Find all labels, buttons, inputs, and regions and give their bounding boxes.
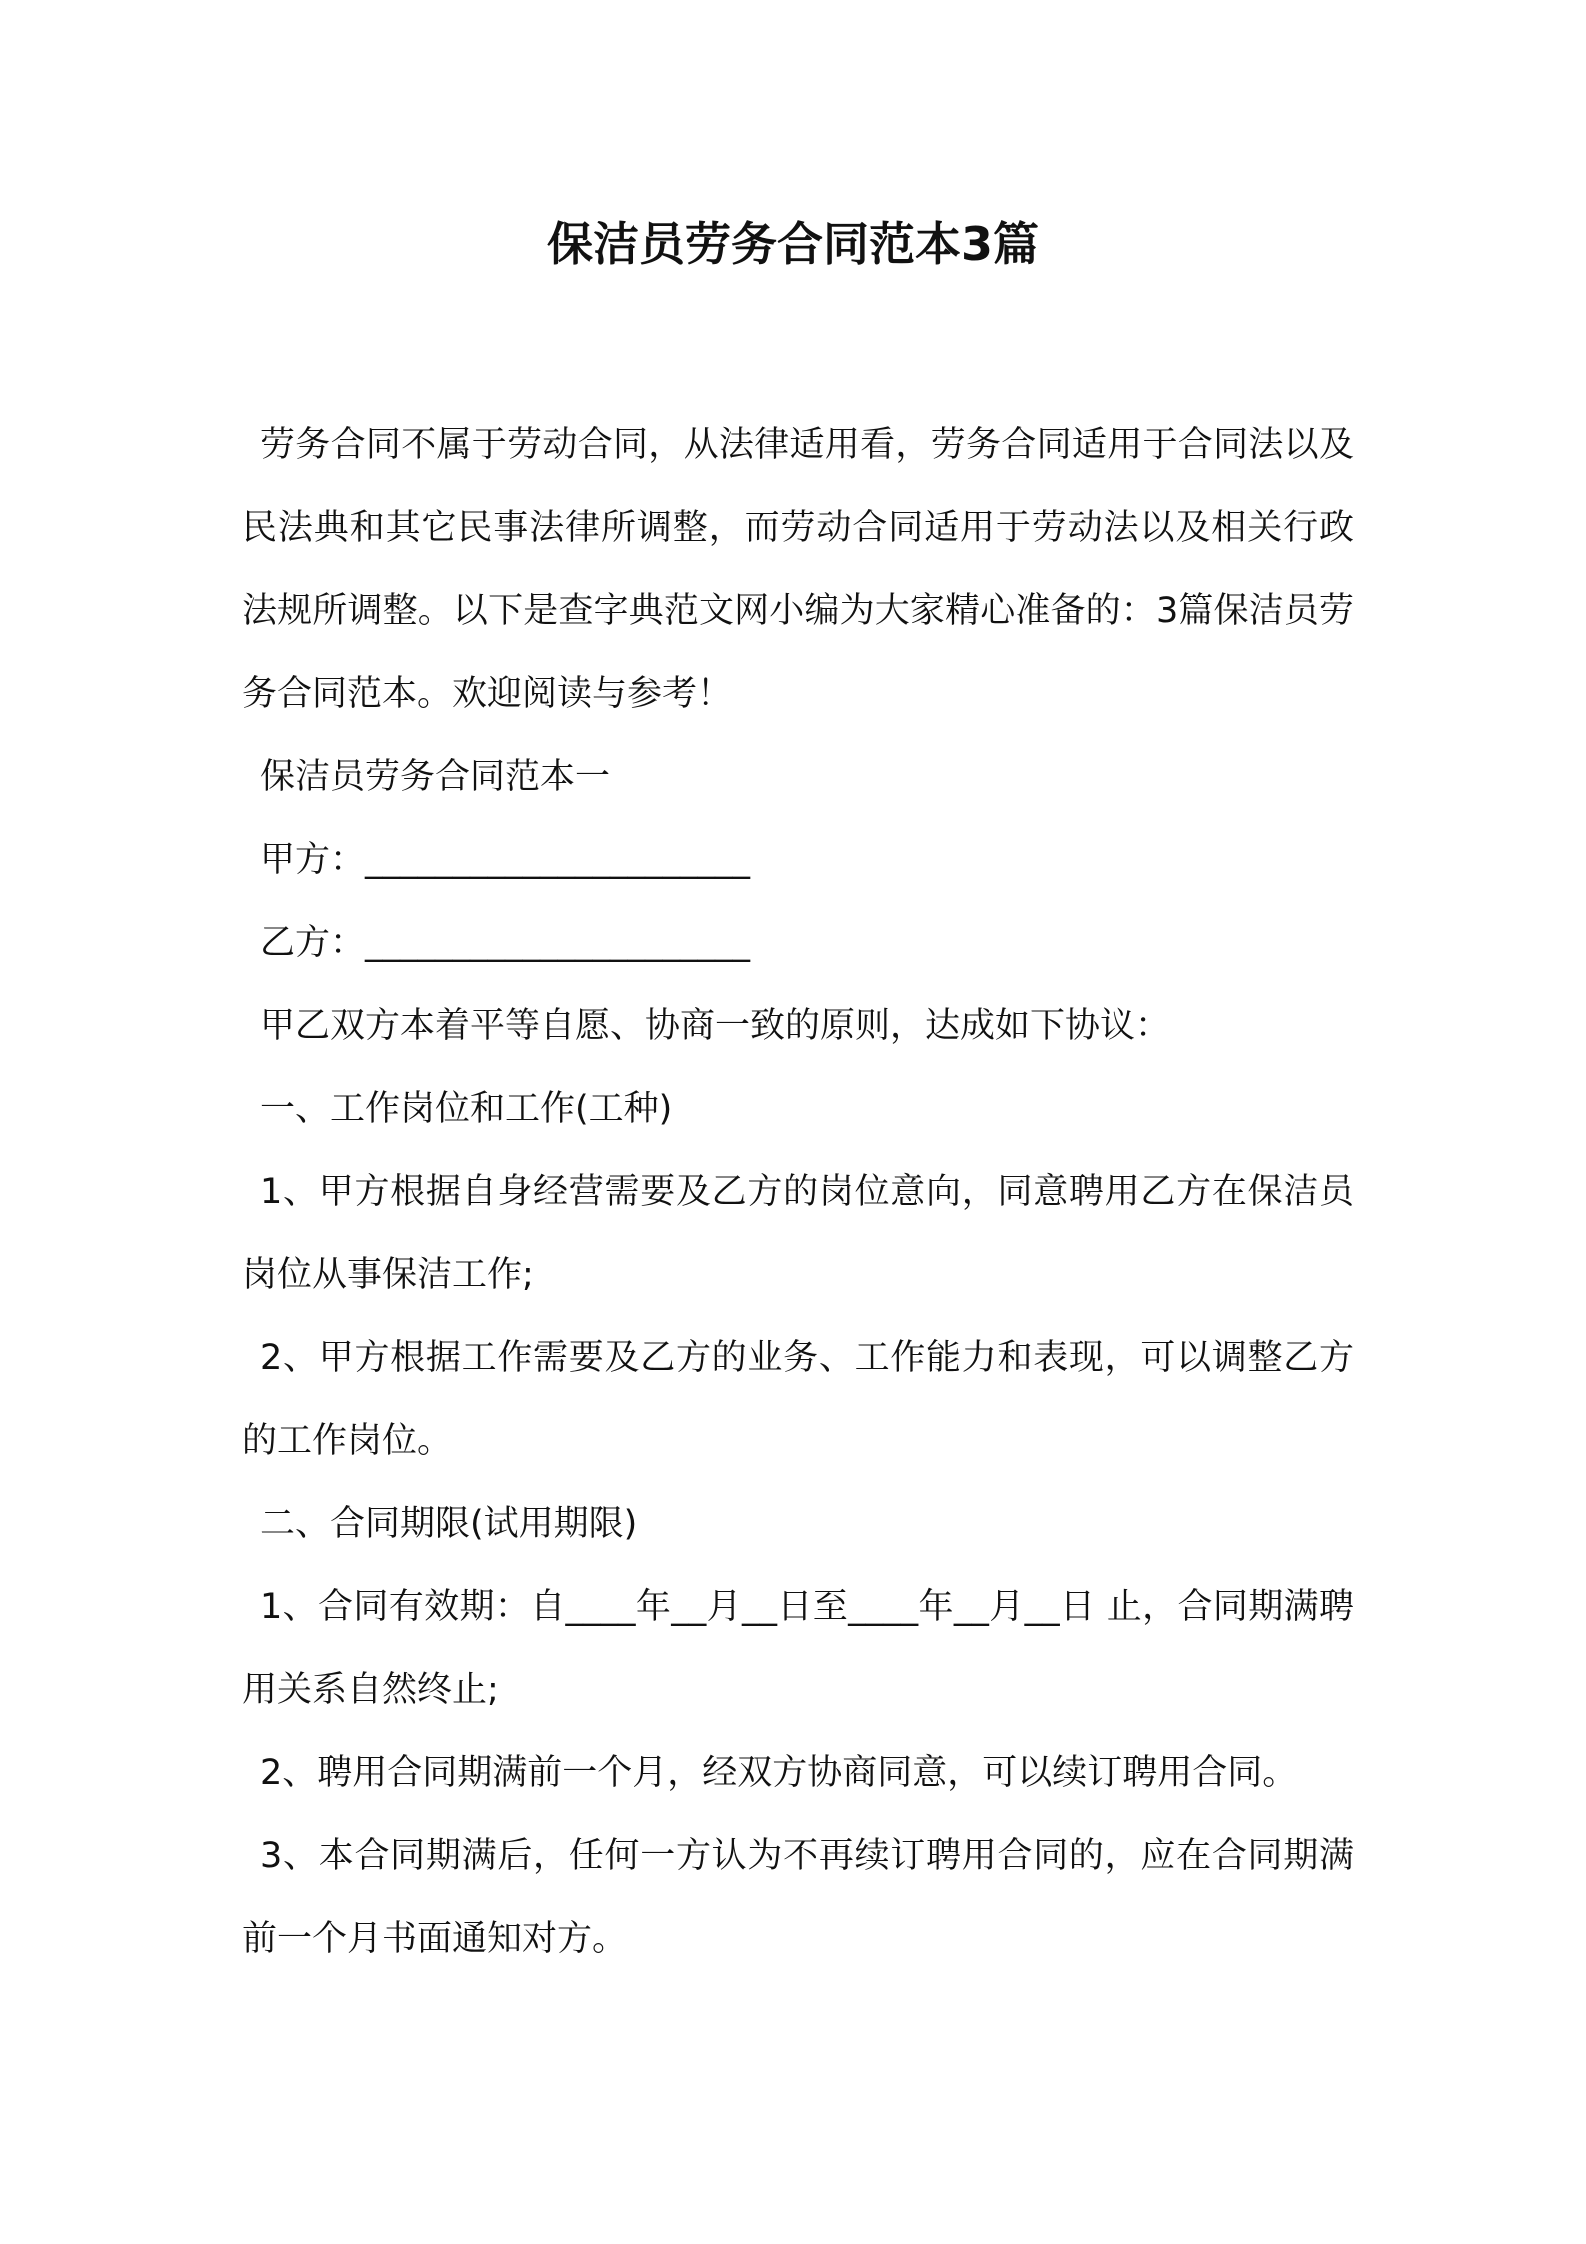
party-a-line: 甲方：______________________ [260,840,751,880]
clause-2-item-1: 1、合同有效期：自____年__月__日至____年__月__日 止，合同期满聘用关系自然终止; [242,1587,1354,1710]
clause-1-item-1: 1、甲方根据自身经营需要及乙方的岗位意向，同意聘用乙方在保洁员岗位从事保洁工作; [242,1172,1354,1295]
clause-2-item-2: 2、聘用合同期满前一个月，经双方协商同意，可以续订聘用合同。 [260,1753,1298,1793]
document-body [242,404,1354,1981]
clause-1-item-2: 2、甲方根据工作需要及乙方的业务、工作能力和表现，可以调整乙方的工作岗位。 [242,1338,1354,1461]
document-title: 保洁员劳务合同范本3篇 [546,217,1039,271]
agreement-preamble: 甲乙双方本着平等自愿、协商一致的原则，达成如下协议： [260,1006,1171,1046]
section-title-1: 保洁员劳务合同范本一 [260,757,611,797]
clause-heading-2: 二、合同期限(试用期限) [260,1504,638,1544]
clause-2-item-3: 3、本合同期满后，任何一方认为不再续订聘用合同的，应在合同期满前一个月书面通知对方。 [242,1836,1354,1959]
intro-paragraph: 劳务合同不属于劳动合同，从法律适用看，劳务合同适用于合同法以及民法典和其它民事法律所调整，而劳动合同适用于劳动法以及相关行政法规所调整。以下是查字典范文网小编为大家精心准备的：3篇保洁员劳务合同范本。欢迎阅读与参考！ [242,425,1354,714]
party-b-line: 乙方：______________________ [260,923,751,963]
clause-heading-1: 一、工作岗位和工作(工种) [260,1089,673,1129]
